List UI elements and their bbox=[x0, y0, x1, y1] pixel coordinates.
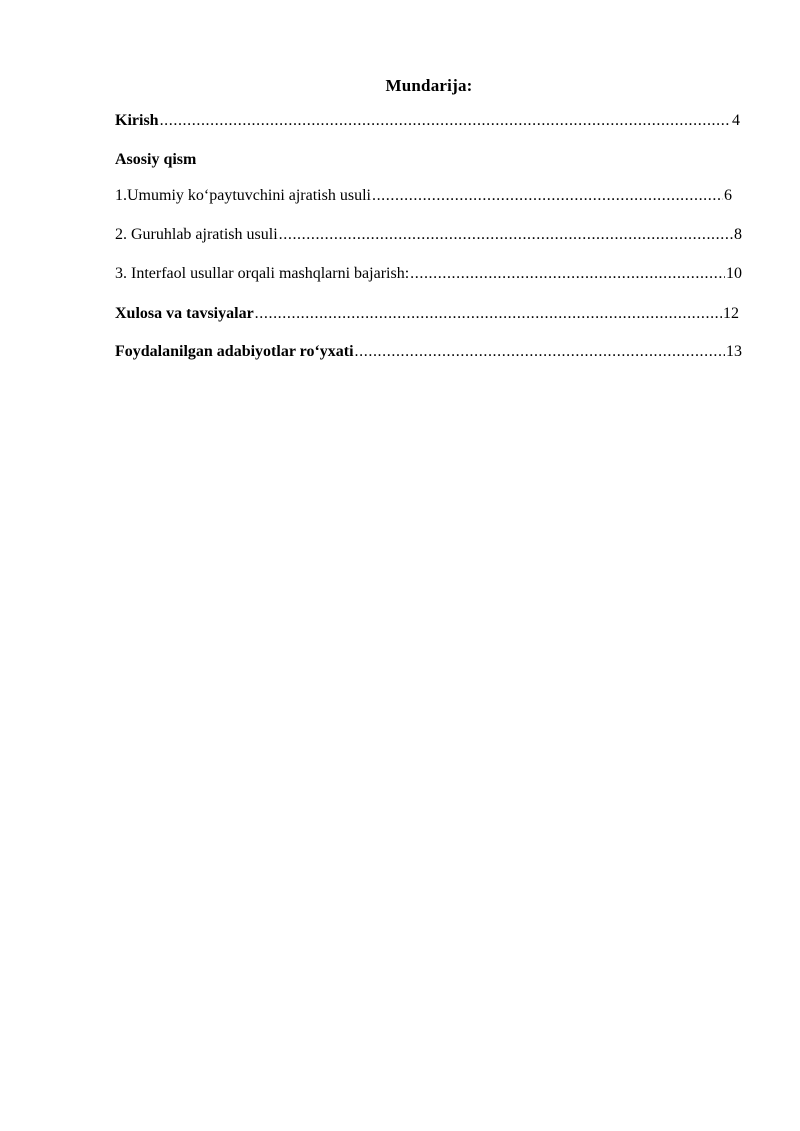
toc-entry-label: 3. Interfaol usullar orqali mashqlarni bajarish: bbox=[115, 265, 410, 282]
toc-entry-page: 4 bbox=[732, 112, 740, 129]
toc-entry-page: 12 bbox=[723, 305, 739, 322]
toc-entry-label: Xulosa va tavsiyalar bbox=[115, 305, 254, 322]
toc-entry-umumiy bbox=[115, 186, 732, 206]
toc-entry-page: 8 bbox=[734, 226, 742, 243]
dot-leader bbox=[279, 225, 733, 245]
toc-entry-label: Kirish bbox=[115, 112, 159, 129]
toc-entry-label: Foydalanilgan adabiyotlar ro‘yxati bbox=[115, 343, 354, 360]
toc-entry-label: 2. Guruhlab ajratish usuli bbox=[115, 226, 278, 243]
toc-entry-page: 6 bbox=[724, 187, 732, 204]
toc-entry-xulosa bbox=[115, 304, 739, 324]
toc-entry-adabiyotlar bbox=[115, 342, 742, 362]
toc-entry-kirish bbox=[115, 111, 740, 131]
toc-entry-interfaol bbox=[115, 264, 742, 284]
toc-section-heading: Asosiy qism bbox=[115, 151, 197, 168]
dot-leader bbox=[410, 264, 725, 284]
dot-leader bbox=[372, 186, 723, 206]
toc-entry-page: 13 bbox=[726, 343, 742, 360]
dot-leader bbox=[355, 342, 725, 362]
toc-entry-page: 10 bbox=[726, 265, 742, 282]
toc-title: Mundarija: bbox=[385, 76, 473, 95]
dot-leader bbox=[160, 111, 731, 131]
toc-entry-label: 1.Umumiy ko‘paytuvchini ajratish usuli bbox=[115, 187, 371, 204]
toc-entry-guruhlab bbox=[115, 225, 742, 245]
dot-leader bbox=[255, 304, 722, 324]
